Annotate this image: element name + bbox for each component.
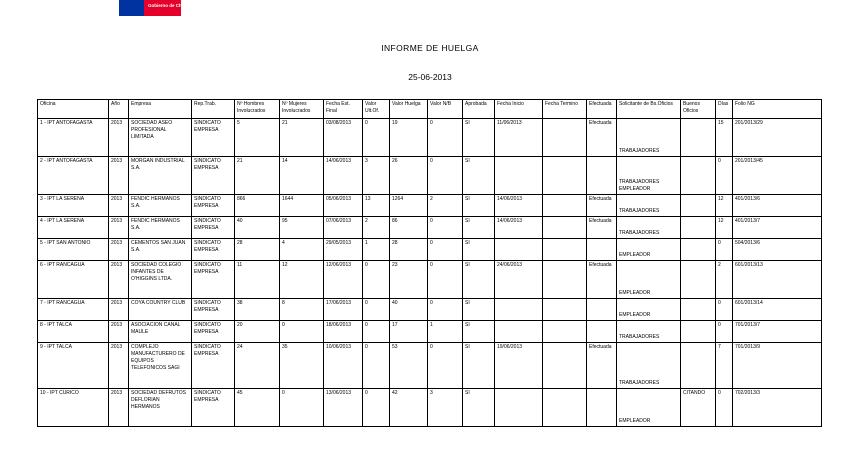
table-cell: EMPLEADOR [617, 261, 681, 299]
table-cell: 0 [280, 389, 324, 427]
table-cell: 2 [363, 217, 390, 239]
table-cell: SI [463, 217, 495, 239]
table-cell: 8 [280, 299, 324, 321]
table-cell: 1644 [280, 195, 324, 217]
table-cell: 2013 [109, 299, 129, 321]
column-header: Rep.Trab. [192, 100, 235, 119]
table-cell: 26 [390, 157, 428, 195]
table-cell: 3 [428, 389, 463, 427]
table-cell: 9 - IPT TALCA [38, 343, 109, 389]
table-row [38, 343, 822, 389]
table-cell: 0 [428, 299, 463, 321]
table-cell: 13/06/2013 [324, 389, 363, 427]
table-row [38, 157, 822, 195]
column-header: Solicitante de Bs.Oficios [617, 100, 681, 119]
table-cell: 53 [390, 343, 428, 389]
table-cell: CEMENTOS SAN JUAN S.A. [129, 239, 192, 261]
table-cell: 2013 [109, 217, 129, 239]
table-cell: 28 [235, 239, 280, 261]
table-cell: 2013 [109, 343, 129, 389]
table-cell: Efectuada [587, 217, 617, 239]
table-cell: SOCIEDAD DEFRUTOS DEFLORIAN HERMANOS [129, 389, 192, 427]
table-cell: 12 [716, 217, 733, 239]
table-row [38, 299, 822, 321]
table-cell: 0 [363, 261, 390, 299]
table-cell: SI [463, 261, 495, 299]
table-cell: 866 [235, 195, 280, 217]
table-cell: SINDICATO EMPRESA [192, 389, 235, 427]
table-cell: 12 [716, 195, 733, 217]
table-cell: 601/2013/14 [733, 299, 822, 321]
table-cell: 3 [363, 157, 390, 195]
table-cell: SOCIEDAD ASEO PROFESIONAL LIMITADA [129, 119, 192, 157]
column-header: Buenos Oficios [681, 100, 716, 119]
table-cell: SINDICATO EMPRESA [192, 195, 235, 217]
table-cell: 24 [235, 343, 280, 389]
table-cell: 12 [280, 261, 324, 299]
table-cell: 702/2013/3 [733, 389, 822, 427]
table-cell: SINDICATO EMPRESA [192, 261, 235, 299]
table-cell: 401/2013/6 [733, 195, 822, 217]
table-row [38, 389, 822, 427]
table-cell: 5 [235, 119, 280, 157]
table-cell: 1 [363, 239, 390, 261]
table-cell: 0 [716, 299, 733, 321]
table-cell: 601/2013/13 [733, 261, 822, 299]
table-cell [681, 119, 716, 157]
table-cell: 701/2013/9 [733, 343, 822, 389]
table-cell [681, 195, 716, 217]
table-cell [543, 261, 587, 299]
table-cell: MORGAN INDUSTRIAL S.A. [129, 157, 192, 195]
table-cell: SI [463, 343, 495, 389]
table-cell: 45 [235, 389, 280, 427]
table-cell: 13 [363, 195, 390, 217]
column-header: Año [109, 100, 129, 119]
column-header: Valor N/B [428, 100, 463, 119]
table-cell: 0 [428, 343, 463, 389]
column-header: Empresa [129, 100, 192, 119]
table-cell: 0 [363, 343, 390, 389]
table-row [38, 195, 822, 217]
table-cell: 2013 [109, 389, 129, 427]
table-cell: FENDIC HERMANOS S.A. [129, 195, 192, 217]
table-cell: EMPLEADOR [617, 389, 681, 427]
table-cell [543, 119, 587, 157]
table-cell: 17/06/2013 [324, 299, 363, 321]
table-cell: 15 [716, 119, 733, 157]
table-cell: 1 [428, 321, 463, 343]
report-date: 25-06-2013 [408, 72, 452, 82]
table-cell [587, 239, 617, 261]
table-row [38, 321, 822, 343]
table-cell: 4 [280, 239, 324, 261]
table-cell: 10/06/2013 [324, 343, 363, 389]
table-cell: 0 [716, 239, 733, 261]
table-cell: 2 [716, 261, 733, 299]
table-cell: Efectuada [587, 119, 617, 157]
table-cell: COMPLEJO MANUFACTURERO DE EQUIPOS TELEFONICOS SAGI [129, 343, 192, 389]
table-cell: SINDICATO EMPRESA [192, 299, 235, 321]
table-cell: SOCIEDAD COLEGIO INFANTES DE O'HIGGINS LTDA. [129, 261, 192, 299]
table-cell: 21 [280, 119, 324, 157]
table-cell: ASOCIACION CANAL MAULE [129, 321, 192, 343]
table-cell: 1264 [390, 195, 428, 217]
table-cell: 3 - IPT LA SERENA [38, 195, 109, 217]
table-row [38, 119, 822, 157]
table-cell: 7 - IPT RANCAGUA [38, 299, 109, 321]
table-row [38, 217, 822, 239]
table-cell [587, 321, 617, 343]
table-cell: 7 [716, 343, 733, 389]
table-cell [681, 299, 716, 321]
table-cell: 0 [428, 157, 463, 195]
table-cell: 40 [235, 217, 280, 239]
table-row [38, 239, 822, 261]
table-cell: 11 [235, 261, 280, 299]
table-cell [543, 239, 587, 261]
table-cell: 0 [363, 389, 390, 427]
strike-report-table [37, 99, 822, 427]
table-cell: 35 [280, 343, 324, 389]
table-cell: SI [463, 195, 495, 217]
table-cell: SINDICATO EMPRESA [192, 239, 235, 261]
table-cell: 0 [716, 157, 733, 195]
table-cell [681, 217, 716, 239]
table-cell: 11/06/2013 [495, 119, 543, 157]
table-row [38, 261, 822, 299]
table-cell: 2013 [109, 195, 129, 217]
table-cell: 0 [716, 389, 733, 427]
table-cell: SINDICATO EMPRESA [192, 157, 235, 195]
table-cell: 40 [390, 299, 428, 321]
table-cell [543, 217, 587, 239]
table-cell: 0 [428, 217, 463, 239]
table-cell [495, 157, 543, 195]
table-cell: 19/06/2013 [495, 343, 543, 389]
column-header: Valor Huelga [390, 100, 428, 119]
table-cell [495, 239, 543, 261]
table-cell: 0 [280, 321, 324, 343]
table-cell [543, 195, 587, 217]
table-cell: COYA COUNTRY CLUB [129, 299, 192, 321]
column-header: Valor Ult.Of. [363, 100, 390, 119]
table-cell: 29/05/2013 [324, 239, 363, 261]
column-header: Nº Hombres Involucrados [235, 100, 280, 119]
table-cell: SI [463, 321, 495, 343]
table-cell: SINDICATO EMPRESA [192, 217, 235, 239]
column-header: Fecha Est. Final [324, 100, 363, 119]
table-cell: Efectuada [587, 343, 617, 389]
table-cell [681, 157, 716, 195]
table-cell: CITANDO [681, 389, 716, 427]
table-cell: 38 [235, 299, 280, 321]
table-cell: SINDICATO EMPRESA [192, 321, 235, 343]
table-cell: 701/2013/7 [733, 321, 822, 343]
table-cell [681, 239, 716, 261]
table-cell: 504/2013/6 [733, 239, 822, 261]
logo-text: Gobierno de Chile [148, 3, 187, 8]
table-cell [681, 321, 716, 343]
table-cell: 0 [428, 261, 463, 299]
column-header: Aprobada [463, 100, 495, 119]
table-cell: 5 - IPT SAN ANTONIO [38, 239, 109, 261]
table-cell: 6 - IPT RANCAGUA [38, 261, 109, 299]
table-cell: TRABAJADORES [617, 321, 681, 343]
table-cell: 201/2013/29 [733, 119, 822, 157]
table-cell [587, 389, 617, 427]
column-header: Fecha Inicio [495, 100, 543, 119]
table-cell: 18/06/2013 [324, 321, 363, 343]
table-cell: 2 - IPT ANTOFAGASTA [38, 157, 109, 195]
table-cell: 0 [428, 119, 463, 157]
table-cell: 95 [280, 217, 324, 239]
table-cell [543, 299, 587, 321]
table-cell: 23 [390, 261, 428, 299]
table-cell: SINDICATO EMPRESA [192, 119, 235, 157]
table-cell: 28 [390, 239, 428, 261]
table-cell: SI [463, 157, 495, 195]
table-cell: 2 [428, 195, 463, 217]
table-cell: TRABAJADORES [617, 217, 681, 239]
table-cell: 4 - IPT LA SERENA [38, 217, 109, 239]
table-cell: 0 [363, 321, 390, 343]
table-cell [495, 299, 543, 321]
table-cell [543, 343, 587, 389]
table-cell: SI [463, 299, 495, 321]
column-header: Días [716, 100, 733, 119]
column-header: Nº Mujeres Involucrados [280, 100, 324, 119]
table-cell [587, 157, 617, 195]
table-cell: SI [463, 389, 495, 427]
table-cell: 05/06/2013 [324, 195, 363, 217]
table-cell: 0 [716, 321, 733, 343]
table-cell [587, 299, 617, 321]
table-cell: Efectuada [587, 261, 617, 299]
table-cell: Efectuada [587, 195, 617, 217]
table-cell: 2013 [109, 239, 129, 261]
table-cell: EMPLEADOR [617, 299, 681, 321]
table-cell: 8 - IPT TALCA [38, 321, 109, 343]
column-header: Efectuada [587, 100, 617, 119]
column-header: Oficina [38, 100, 109, 119]
table-cell: 201/2013/45 [733, 157, 822, 195]
table-cell: SI [463, 119, 495, 157]
table-cell [681, 343, 716, 389]
table-cell: 1 - IPT ANTOFAGASTA [38, 119, 109, 157]
table-cell [495, 389, 543, 427]
table-cell: TRABAJADORES [617, 343, 681, 389]
table-cell: 21 [235, 157, 280, 195]
table-cell: 24/06/2013 [495, 261, 543, 299]
table-cell: 03/08/2013 [324, 119, 363, 157]
table-cell: SINDICATO EMPRESA [192, 343, 235, 389]
table-cell: 14/06/2013 [495, 195, 543, 217]
table-cell: TRABAJADORES [617, 119, 681, 157]
table-cell: TRABAJADORES [617, 195, 681, 217]
table-cell: 20 [235, 321, 280, 343]
table-cell [543, 321, 587, 343]
table-cell: 17 [390, 321, 428, 343]
table-cell [495, 321, 543, 343]
table-cell: SI [463, 239, 495, 261]
table-cell: 0 [363, 299, 390, 321]
table-cell: 19 [390, 119, 428, 157]
table-cell: 401/2013/7 [733, 217, 822, 239]
table-cell: 14/06/2013 [324, 157, 363, 195]
table-cell: 0 [363, 119, 390, 157]
table-cell: 0 [428, 239, 463, 261]
table-cell: 42 [390, 389, 428, 427]
report-title: INFORME DE HUELGA [381, 43, 479, 53]
table-cell: FENDIC HERMANOS S.A. [129, 217, 192, 239]
table-header-row [38, 100, 822, 119]
table-cell: 07/06/2013 [324, 217, 363, 239]
column-header: Folio NG [733, 100, 822, 119]
table-cell: TRABAJADORES EMPLEADOR [617, 157, 681, 195]
table-cell [543, 157, 587, 195]
table-cell [681, 261, 716, 299]
table-cell: 2013 [109, 119, 129, 157]
table-cell: 2013 [109, 157, 129, 195]
table-cell: 10 - IPT CURICO [38, 389, 109, 427]
table-cell: 14/06/2013 [495, 217, 543, 239]
table-cell: EMPLEADOR [617, 239, 681, 261]
table-cell: 12/06/2013 [324, 261, 363, 299]
table-cell: 2013 [109, 321, 129, 343]
table-cell: 86 [390, 217, 428, 239]
table-cell: 14 [280, 157, 324, 195]
table-cell: 2013 [109, 261, 129, 299]
column-header: Fecha Termino [543, 100, 587, 119]
table-cell [543, 389, 587, 427]
